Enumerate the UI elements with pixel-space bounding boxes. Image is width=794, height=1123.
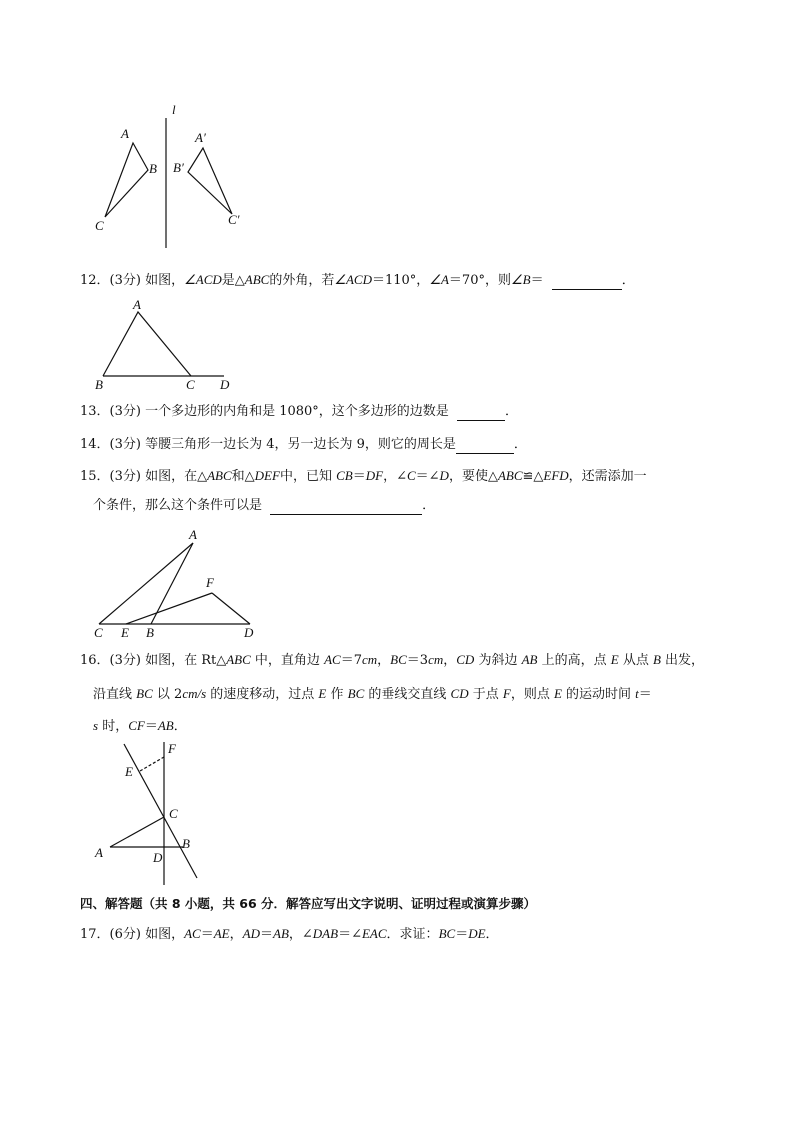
q12-end: ． [621,273,635,288]
q17-var: DE [468,926,486,941]
q16-var: AC [324,652,341,667]
label-b-prime: B′ [173,160,184,175]
label-f: F [206,575,214,590]
q16-unit: cm [428,652,444,667]
q15-text: 和△ [231,469,255,484]
label-a: A [189,527,197,542]
q16-text: ， [443,653,457,668]
q15-end: ． [422,498,436,513]
q12-text: ＝ [530,273,544,288]
q16-text: 的运动时间 [561,687,636,702]
label-a: A [133,297,141,312]
q16-text: 的速度移动，过点 [206,687,319,702]
question-17 [80,925,499,944]
q16-var: AB [157,718,174,733]
label-l: l [172,102,176,117]
q16-var: ABC [226,652,251,667]
dashed-ef [140,757,164,771]
q17-var: BC [438,926,456,941]
q15-text: ＝∠ [415,469,440,484]
q12-angle-acd: ∠ACD [184,272,222,287]
q16-text: 沿直线 [93,687,137,702]
q12-triangle: ABC [244,272,270,287]
segment-ac [110,817,164,847]
q17-text: 17．(6分) 如图， [80,927,185,942]
q17-text: ＝ [259,927,273,942]
q16-text: ＝7 [340,653,362,668]
q15-var: ABC [497,468,523,483]
q16-var: CD [456,652,475,667]
q16-var: AB [521,652,538,667]
q17-var: AE [213,926,230,941]
q16-text: 的垂线交直线 [364,687,451,702]
q16-text: 中，直角边 [250,653,325,668]
q16-text: ， [377,653,391,668]
q16-text: 时， [98,719,129,734]
q16-text: ＝3 [406,653,429,668]
q15-var: ABC [207,468,232,483]
section-header-4: 四、解答题（共 8 小题，共 66 分．解答应写出文字说明、证明过程或演算步骤） [80,896,537,911]
label-e: E [121,625,129,640]
q15-var: D [439,468,449,483]
q16-text: 为斜边 [474,653,522,668]
q15-text: ≌△ [522,469,544,484]
label-c-prime: C′ [228,212,240,227]
q12-value: ＝110°， [371,273,430,288]
q17-var: AD [242,926,260,941]
q16-var: BC [347,686,365,701]
label-a: A [95,845,103,860]
q15-text: 个条件，那么这个条件可以是 [93,498,263,513]
label-e: E [125,764,133,779]
q12-angle-b: ∠B [510,272,531,287]
label-c: C [186,377,195,392]
q14-end: ． [513,437,527,452]
q15-var: DF [365,468,384,483]
label-b: B [182,836,190,851]
q17-var: DAB [312,926,339,941]
q15-var: CB [336,468,353,483]
label-d: D [153,850,163,865]
label-b: B [149,161,157,176]
q16-var: CF [128,718,145,733]
label-d: D [244,625,254,640]
q15-text: 15．(3分) 如图，在△ [80,469,208,484]
q16-text: 于点 [468,687,503,702]
q17-var: AC [184,926,201,941]
q15-var: C [406,468,416,483]
q15-var: EFD [543,468,569,483]
label-a-prime: A′ [195,130,206,145]
q16-var: t [635,686,639,701]
q15-text: ，∠ [383,469,407,484]
q16-unit: cm/s [182,686,207,701]
label-c: C [94,625,103,640]
q16-var: B [652,652,661,667]
q13-end: ． [504,404,518,419]
q12-text: 的外角，若 [269,273,335,288]
q12-angle-acd: ∠ACD [334,272,372,287]
q13-text: 13．(3分) 一个多边形的内角和是 1080°，这个多边形的边数是 [80,404,449,419]
q17-text: ＝ [455,927,469,942]
label-d: D [220,377,230,392]
q16-text: 作 [326,687,348,702]
q16-text: 16．(3分) 如图，在 Rt△ [80,653,227,668]
q16-text: 出发， [660,653,705,668]
q16-var: BC [136,686,153,701]
q16-text: 从点 [618,653,653,668]
q17-text: ， [229,927,243,942]
q16-unit: s [93,718,99,733]
q15-text: ，要使△ [448,469,498,484]
label-b: B [146,625,154,640]
q16-text: ，则点 [510,687,554,702]
q17-text: ＝∠ [338,927,362,942]
q16-var: E [610,652,619,667]
q16-var: BC [390,652,407,667]
q16-unit: cm [361,652,378,667]
q16-var: CD [450,686,469,701]
q15-var: DEF [254,468,280,483]
q16-var: E [553,686,562,701]
q16-text: ＝ [638,687,652,702]
q17-text: ，∠ [288,927,313,942]
q12-value: ＝70°，则 [448,273,511,288]
q17-var: AB [273,926,289,941]
q15-text: ，还需添加一 [568,469,647,484]
q17-text: ．求证： [386,927,439,942]
q16-var: E [318,686,327,701]
q15-text: ＝ [352,469,366,484]
q17-text: ． [485,927,499,942]
q16-var: F [502,686,511,701]
q16-text: 以 2 [152,687,183,702]
q17-var: EAC [361,926,387,941]
q17-text: ＝ [200,927,214,942]
q16-text: ＝ [144,719,158,734]
label-c: C [169,806,178,821]
label-b: B [95,377,103,392]
q14-text: 14．(3分) 等腰三角形一边长为 4，另一边长为 9，则它的周长是 [80,437,456,452]
q12-prefix: 12．(3分) 如图， [80,273,185,288]
q12-angle-a: ∠A [429,272,449,287]
q15-text: 中，已知 [279,469,337,484]
q16-text: ． [173,719,187,734]
q12-text: 是△ [221,273,245,288]
q16-text: 上的高，点 [537,653,611,668]
label-c: C [95,218,104,233]
label-f: F [168,741,176,756]
label-a: A [121,126,129,141]
